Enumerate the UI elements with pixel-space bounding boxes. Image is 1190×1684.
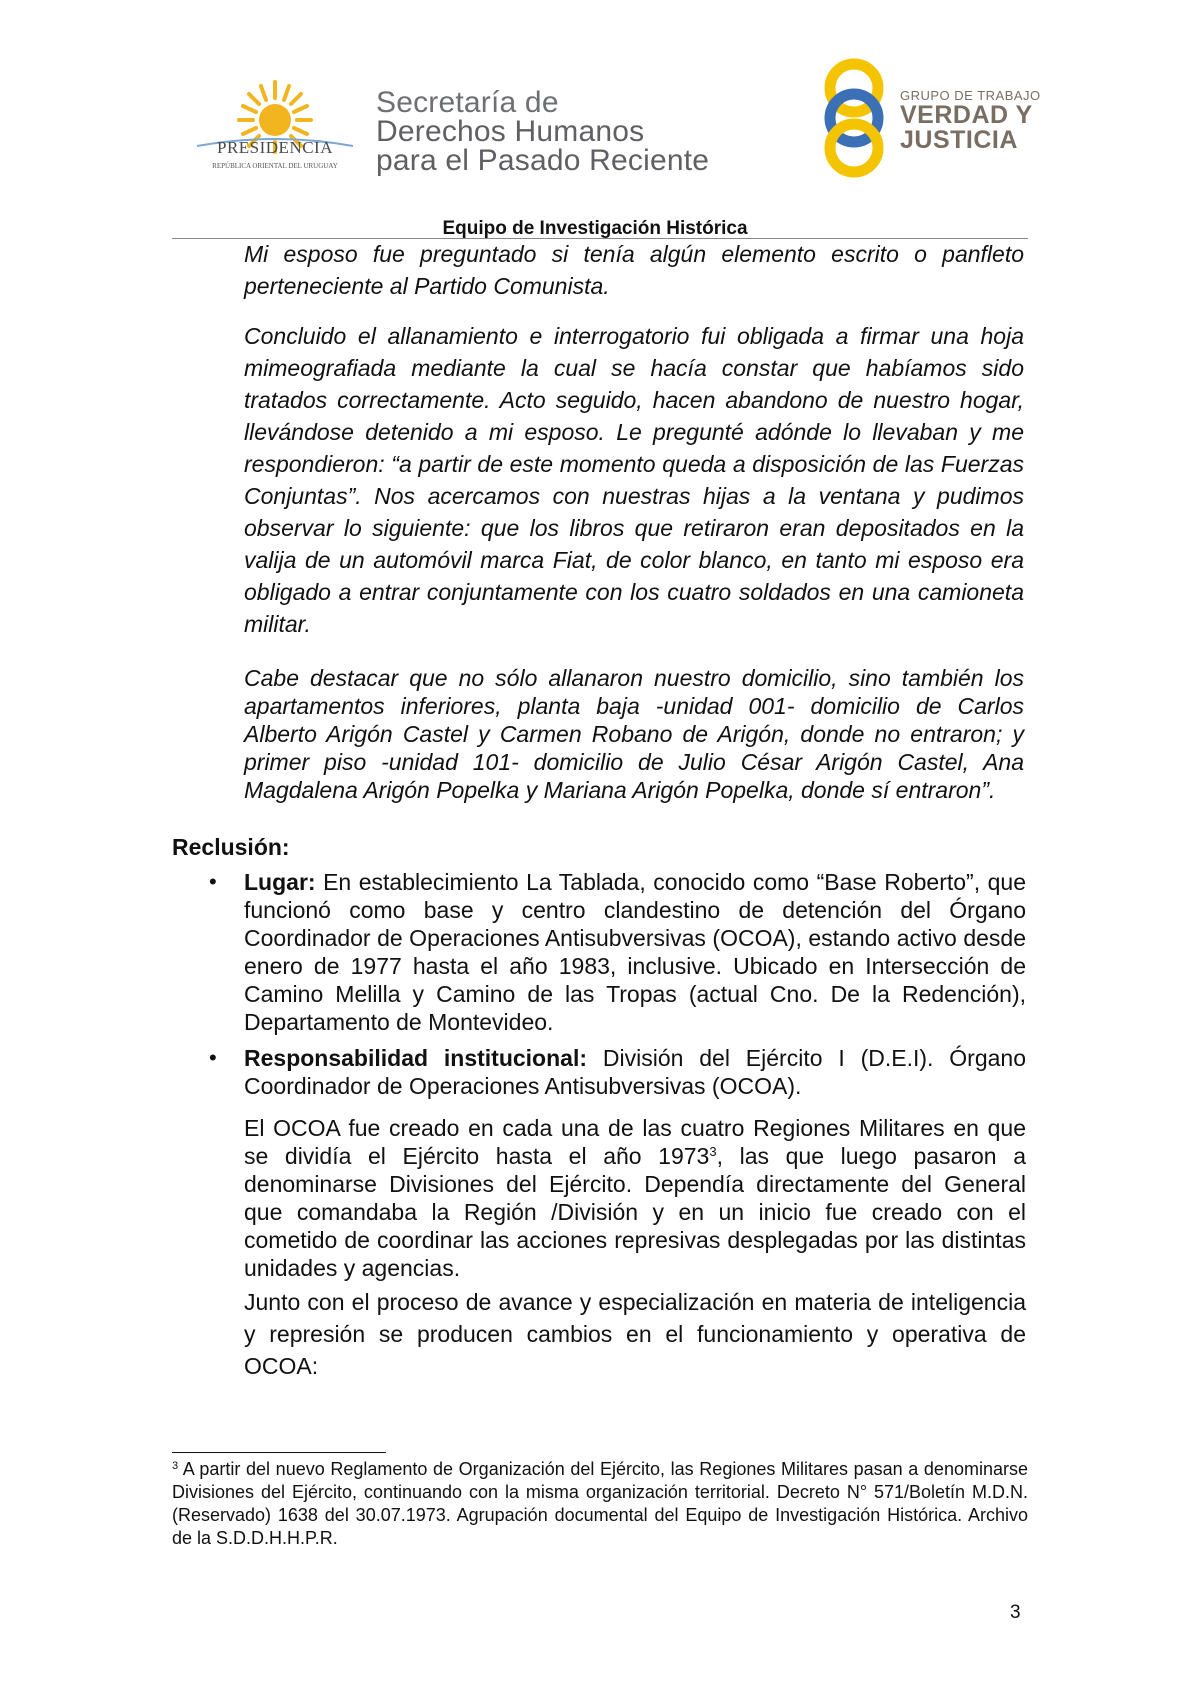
grupo-trabajo-text	[900, 88, 1041, 153]
presidencia-logo	[195, 80, 355, 180]
presidencia-name: PRESIDENCIA	[216, 138, 333, 157]
list-item-lugar	[244, 868, 1026, 1036]
secretaria-line2: Derechos Humanos	[376, 115, 645, 148]
footnote-ref[interactable]: 3	[709, 1144, 717, 1159]
lugar-label: Lugar:	[244, 869, 316, 895]
footnote-divider	[172, 1452, 386, 1453]
quote-paragraph-3: Cabe destacar que no sólo allanaron nuestro domicilio, sino también los apartamentos inferiores, planta baja -unidad 001- domicilio de Carlos Alberto Arigón Castel y Carmen Robano de Arigón, donde no entraron; y primer piso -unidad 101- domicilio de Julio César Arigón Castel, Ana Magdalena Arigón Popelka y Mariana Arigón Popelka, donde sí entraron”.	[244, 665, 1024, 803]
team-heading: Equipo de Investigación Histórica	[442, 218, 748, 239]
responsabilidad-text: División del Ejército I (D.E.I). Órgano Coordinador de Operaciones Antisubversivas (OCOA).	[244, 1045, 1027, 1099]
ocoa-text-after: , las que luego pasaron a denominarse Divisiones del Ejército. Dependía directamente del General que comandaba la Región /División y en un inicio fue creado con el cometido de coordinar las acciones represivas desplegadas por las distintas unidades y agencias.	[244, 1143, 1026, 1281]
secretaria-line3: para el Pasado Reciente	[376, 144, 710, 177]
grupo-line1: GRUPO DE TRABAJO	[900, 88, 1041, 103]
lugar-text: En establecimiento La Tablada, conocido como “Base Roberto”, que funcionó como base y centro clandestino de detención del Órgano Coordinador de Operaciones Antisubversivas (OCOA), estando activo desde enero de 1977 hasta el año 1983, inclusive. Ubicado en Intersección de Camino Melilla y Camino de las Tropas (actual Cno. De la Redención), Departamento de Montevideo.	[244, 869, 1026, 1035]
junto-paragraph: Junto con el proceso de avance y especialización en materia de inteligencia y represión se producen cambios en el funcionamiento y operativa de OCOA:	[244, 1289, 1026, 1379]
secretaria-line1: Secretaría de	[376, 86, 559, 119]
ocoa-paragraph	[244, 1114, 1026, 1282]
footnote-text: A partir del nuevo Reglamento de Organización del Ejército, las Regiones Militares pasan a denominarse Divisiones del Ejército, continuando con la misma organización territorial. Decreto N° 571/Boletín M.D.N. (Reservado) 1638 del 30.07.1973. Agrupación documental del Equipo de Investigación Histórica. Archivo de la S.D.D.H.H.P.R.	[172, 1459, 1028, 1548]
list-item-responsabilidad	[244, 1044, 1026, 1100]
bullet-responsabilidad: •	[209, 1045, 217, 1070]
quote-paragraph-2: Concluido el allanamiento e interrogatorio fui obligada a firmar una hoja mimeografiada mediante la cual se hacía constar que habíamos sido tratados correctamente. Acto seguido, hacen abandono de nuestro hogar, llevándose detenido a mi esposo. Le pregunté adónde lo llevaban y me respondieron: “a partir de este momento queda a disposición de las Fuerzas Conjuntas”. Nos acercamos con nuestras hijas a la ventana y pudimos observar lo siguiente: que los libros que retiraron eran depositados en la valija de un automóvil marca Fiat, de color blanco, en tanto mi esposo era obligado a entrar conjuntamente con los cuatro soldados en una camioneta militar.	[244, 323, 1024, 637]
presidencia-subtitle: REPÚBLICA ORIENTAL DEL URUGUAY	[212, 162, 338, 170]
section-title-reclusion: Reclusión:	[172, 834, 290, 860]
secretaria-title	[376, 88, 709, 175]
grupo-line3: JUSTICIA	[900, 126, 1018, 154]
footnote	[172, 1458, 1028, 1550]
ocoa-text-before: El OCOA fue creado en cada una de las cuatro Regiones Militares en que se dividía el Ejército hasta el año 1973	[244, 1115, 1026, 1169]
responsabilidad-label: Responsabilidad institucional:	[244, 1045, 588, 1071]
page-number: 3	[1010, 1602, 1021, 1623]
bullet-lugar: •	[209, 869, 217, 894]
footnote-number: 3	[172, 1460, 179, 1472]
quote-paragraph-1: Mi esposo fue preguntado si tenía algún elemento escrito o panfleto perteneciente al Partido Comunista.	[244, 241, 1024, 299]
grupo-line2: VERDAD Y	[900, 101, 1033, 129]
